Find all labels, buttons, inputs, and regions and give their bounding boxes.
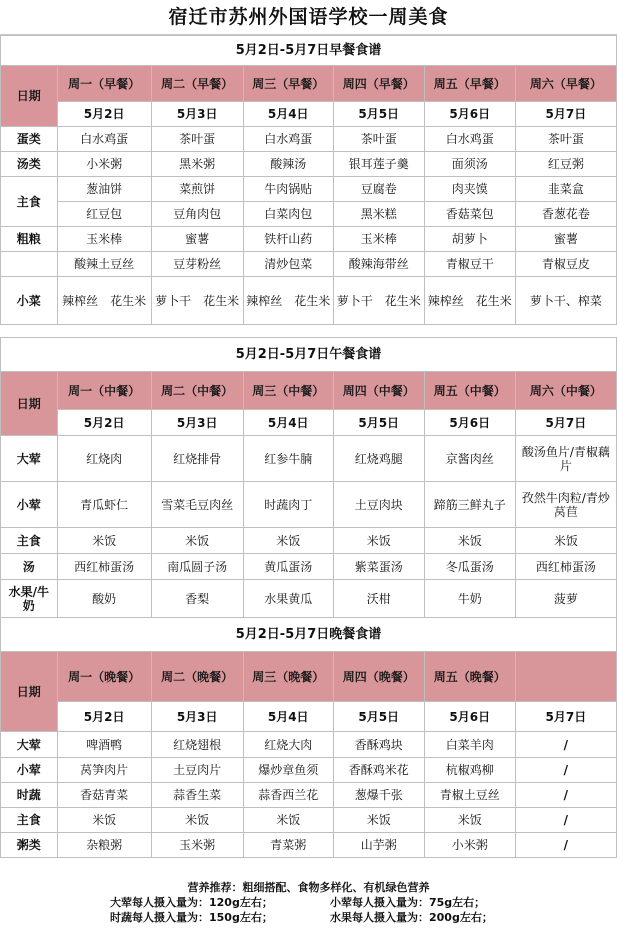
menu-cell: 红豆粥 bbox=[515, 152, 616, 177]
date-cell: 5月4日 bbox=[243, 102, 333, 127]
menu-cell: / bbox=[515, 783, 616, 808]
date-cell: 5月2日 bbox=[57, 102, 151, 127]
date-label: 日期 bbox=[1, 652, 58, 732]
big-meat-intake: 大荤每人摄入量为：120g左右； bbox=[110, 896, 273, 909]
menu-cell: 孜然牛肉粒/青炒莴苣 bbox=[515, 482, 616, 528]
menu-cell: 香梨 bbox=[151, 580, 243, 618]
nutrition-note bbox=[0, 872, 617, 941]
row-label: 大荤 bbox=[1, 732, 58, 758]
menu-cell: 小米粥 bbox=[424, 833, 515, 858]
menu-cell: 杭椒鸡柳 bbox=[424, 758, 515, 783]
day-header: 周五（中餐） bbox=[424, 372, 515, 410]
menu-cell: 爆炒章鱼须 bbox=[243, 758, 333, 783]
menu-cell: 胡萝卜 bbox=[424, 227, 515, 252]
menu-cell: 豆角肉包 bbox=[151, 202, 243, 227]
menu-cell: 啤酒鸭 bbox=[57, 732, 151, 758]
date-cell: 5月3日 bbox=[151, 102, 243, 127]
menu-cell: 菜煎饼 bbox=[151, 177, 243, 202]
dinner-section-title: 5月2日-5月7日晚餐食谱 bbox=[1, 618, 617, 652]
menu-cell: 紫菜蛋汤 bbox=[333, 554, 424, 580]
breakfast-section-title: 5月2日-5月7日早餐食谱 bbox=[1, 36, 617, 66]
menu-cell: 沃柑 bbox=[333, 580, 424, 618]
menu-cell: 土豆肉块 bbox=[333, 482, 424, 528]
date-cell: 5月5日 bbox=[333, 702, 424, 732]
row-label: 小菜 bbox=[1, 277, 58, 325]
menu-cell: 水果黄瓜 bbox=[243, 580, 333, 618]
date-cell: 5月7日 bbox=[515, 702, 616, 732]
menu-cell: 蜜薯 bbox=[515, 227, 616, 252]
menu-cell: 米饭 bbox=[424, 808, 515, 833]
menu-cell: 玉米棒 bbox=[333, 227, 424, 252]
date-cell: 5月7日 bbox=[515, 102, 616, 127]
nutrition-recommendation: 营养推荐：粗细搭配、食物多样化、有机绿色营养 bbox=[187, 881, 430, 894]
menu-cell: 青椒豆皮 bbox=[515, 252, 616, 277]
menu-cell: 白菜肉包 bbox=[243, 202, 333, 227]
dinner-table bbox=[0, 617, 617, 858]
menu-cell: 冬瓜蛋汤 bbox=[424, 554, 515, 580]
menu-cell: 酸奶 bbox=[57, 580, 151, 618]
menu-cell: 红烧大肉 bbox=[243, 732, 333, 758]
row-label: 粗粮 bbox=[1, 227, 58, 252]
day-header: 周三（早餐） bbox=[243, 66, 333, 102]
menu-cell: 香酥鸡米花 bbox=[333, 758, 424, 783]
row-label: 主食 bbox=[1, 808, 58, 833]
menu-cell: 西红柿蛋汤 bbox=[515, 554, 616, 580]
date-label: 日期 bbox=[1, 372, 58, 436]
menu-cell: 红豆包 bbox=[57, 202, 151, 227]
day-header: 周四（晚餐） bbox=[333, 652, 424, 702]
menu-cell: 萝卜干 花生米 bbox=[333, 277, 424, 325]
menu-cell: 玉米粥 bbox=[151, 833, 243, 858]
day-header: 周五（早餐） bbox=[424, 66, 515, 102]
page-title: 宿迁市苏州外国语学校一周美食 bbox=[0, 0, 617, 35]
menu-cell: 酸辣土豆丝 bbox=[57, 252, 151, 277]
menu-cell: 莴笋肉片 bbox=[57, 758, 151, 783]
date-cell: 5月3日 bbox=[151, 410, 243, 436]
date-label: 日期 bbox=[1, 66, 58, 127]
row-label: 主食 bbox=[1, 528, 58, 554]
row-label: 小荤 bbox=[1, 758, 58, 783]
date-cell: 5月6日 bbox=[424, 102, 515, 127]
menu-cell: / bbox=[515, 758, 616, 783]
menu-cell: 白菜羊肉 bbox=[424, 732, 515, 758]
menu-cell: 铁杆山药 bbox=[243, 227, 333, 252]
menu-cell: 雪菜毛豆肉丝 bbox=[151, 482, 243, 528]
menu-cell: 土豆肉片 bbox=[151, 758, 243, 783]
menu-cell: 辣榨丝 花生米 bbox=[243, 277, 333, 325]
menu-cell: 红烧肉 bbox=[57, 436, 151, 482]
menu-cell: 香葱花卷 bbox=[515, 202, 616, 227]
menu-cell: 米饭 bbox=[515, 528, 616, 554]
menu-cell: / bbox=[515, 732, 616, 758]
menu-cell: 米饭 bbox=[57, 528, 151, 554]
menu-cell: / bbox=[515, 808, 616, 833]
menu-cell: 杂粮粥 bbox=[57, 833, 151, 858]
menu-cell: 萝卜干 花生米 bbox=[151, 277, 243, 325]
menu-cell: 蜜薯 bbox=[151, 227, 243, 252]
row-label: 主食 bbox=[1, 177, 58, 227]
menu-cell: 红烧翅根 bbox=[151, 732, 243, 758]
menu-cell: 葱爆千张 bbox=[333, 783, 424, 808]
date-cell: 5月6日 bbox=[424, 410, 515, 436]
menu-cell: 辣榨丝 花生米 bbox=[57, 277, 151, 325]
day-header: 周一（中餐） bbox=[57, 372, 151, 410]
date-cell: 5月7日 bbox=[515, 410, 616, 436]
menu-cell: 酸辣海带丝 bbox=[333, 252, 424, 277]
menu-cell: 牛肉锅贴 bbox=[243, 177, 333, 202]
menu-cell: 南瓜圆子汤 bbox=[151, 554, 243, 580]
menu-cell: 京酱肉丝 bbox=[424, 436, 515, 482]
menu-cell: 清炒包菜 bbox=[243, 252, 333, 277]
date-cell: 5月5日 bbox=[333, 102, 424, 127]
menu-cell: 蒜香生菜 bbox=[151, 783, 243, 808]
date-cell: 5月2日 bbox=[57, 410, 151, 436]
day-header: 周一（晚餐） bbox=[57, 652, 151, 702]
day-header: 周六（中餐） bbox=[515, 372, 616, 410]
row-label: 水果/牛奶 bbox=[1, 580, 58, 618]
date-cell: 5月5日 bbox=[333, 410, 424, 436]
date-cell: 5月3日 bbox=[151, 702, 243, 732]
menu-cell: 葱油饼 bbox=[57, 177, 151, 202]
menu-cell: 黑米粥 bbox=[151, 152, 243, 177]
lunch-table bbox=[0, 337, 617, 618]
menu-cell: 白水鸡蛋 bbox=[424, 127, 515, 152]
day-header: 周一（早餐） bbox=[57, 66, 151, 102]
vegetable-intake: 时蔬每人摄入量为：150g左右； bbox=[110, 911, 273, 924]
menu-cell: 蒜香西兰花 bbox=[243, 783, 333, 808]
row-label: 时蔬 bbox=[1, 783, 58, 808]
row-label bbox=[1, 252, 58, 277]
day-header: 周四（中餐） bbox=[333, 372, 424, 410]
menu-cell: 萝卜干、榨菜 bbox=[515, 277, 616, 325]
row-label: 大荤 bbox=[1, 436, 58, 482]
row-label: 粥类 bbox=[1, 833, 58, 858]
menu-cell: 米饭 bbox=[243, 808, 333, 833]
menu-cell: 肉夹馍 bbox=[424, 177, 515, 202]
menu-cell: 山芋粥 bbox=[333, 833, 424, 858]
day-header: 周六（早餐） bbox=[515, 66, 616, 102]
menu-cell: 米饭 bbox=[151, 528, 243, 554]
menu-cell: 香酥鸡块 bbox=[333, 732, 424, 758]
date-cell: 5月4日 bbox=[243, 410, 333, 436]
day-header: 周二（晚餐） bbox=[151, 652, 243, 702]
menu-cell: 酸汤鱼片/青椒藕片 bbox=[515, 436, 616, 482]
row-label: 汤 bbox=[1, 554, 58, 580]
menu-cell: 茶叶蛋 bbox=[151, 127, 243, 152]
menu-cell: 青椒豆干 bbox=[424, 252, 515, 277]
menu-cell: 米饭 bbox=[424, 528, 515, 554]
menu-cell: 茶叶蛋 bbox=[333, 127, 424, 152]
breakfast-table bbox=[0, 35, 617, 325]
menu-cell: 韭菜盒 bbox=[515, 177, 616, 202]
menu-cell: 菠萝 bbox=[515, 580, 616, 618]
menu-cell: 小米粥 bbox=[57, 152, 151, 177]
menu-cell: 面须汤 bbox=[424, 152, 515, 177]
menu-cell: 香菇青菜 bbox=[57, 783, 151, 808]
day-header bbox=[515, 652, 616, 702]
menu-cell: 时蔬肉丁 bbox=[243, 482, 333, 528]
menu-cell: 黑米糕 bbox=[333, 202, 424, 227]
date-cell: 5月2日 bbox=[57, 702, 151, 732]
menu-cell: 白水鸡蛋 bbox=[243, 127, 333, 152]
menu-cell: 酸辣汤 bbox=[243, 152, 333, 177]
day-header: 周二（早餐） bbox=[151, 66, 243, 102]
menu-cell: / bbox=[515, 833, 616, 858]
menu-cell: 玉米棒 bbox=[57, 227, 151, 252]
lunch-section-title: 5月2日-5月7日午餐食谱 bbox=[1, 338, 617, 372]
menu-cell: 青瓜虾仁 bbox=[57, 482, 151, 528]
day-header: 周四（早餐） bbox=[333, 66, 424, 102]
menu-cell: 银耳莲子羹 bbox=[333, 152, 424, 177]
fruit-intake: 水果每人摄入量为：200g左右； bbox=[330, 911, 493, 924]
menu-cell: 茶叶蛋 bbox=[515, 127, 616, 152]
menu-cell: 青椒土豆丝 bbox=[424, 783, 515, 808]
menu-cell: 西红柿蛋汤 bbox=[57, 554, 151, 580]
row-label: 小荤 bbox=[1, 482, 58, 528]
menu-cell: 豆芽粉丝 bbox=[151, 252, 243, 277]
date-cell: 5月4日 bbox=[243, 702, 333, 732]
day-header: 周三（中餐） bbox=[243, 372, 333, 410]
menu-cell: 白水鸡蛋 bbox=[57, 127, 151, 152]
small-meat-intake: 小荤每人摄入量为：75g左右； bbox=[330, 896, 486, 909]
menu-cell: 米饭 bbox=[243, 528, 333, 554]
menu-cell: 米饭 bbox=[151, 808, 243, 833]
menu-cell: 红参牛腩 bbox=[243, 436, 333, 482]
menu-cell: 黄瓜蛋汤 bbox=[243, 554, 333, 580]
day-header: 周三（晚餐） bbox=[243, 652, 333, 702]
menu-cell: 青菜粥 bbox=[243, 833, 333, 858]
date-cell: 5月6日 bbox=[424, 702, 515, 732]
menu-cell: 米饭 bbox=[333, 528, 424, 554]
day-header: 周五（晚餐） bbox=[424, 652, 515, 702]
menu-cell: 米饭 bbox=[57, 808, 151, 833]
menu-cell: 牛奶 bbox=[424, 580, 515, 618]
menu-cell: 辣榨丝 花生米 bbox=[424, 277, 515, 325]
day-header: 周二（中餐） bbox=[151, 372, 243, 410]
row-label: 蛋类 bbox=[1, 127, 58, 152]
menu-cell: 红烧排骨 bbox=[151, 436, 243, 482]
menu-cell: 豆腐卷 bbox=[333, 177, 424, 202]
menu-cell: 香菇菜包 bbox=[424, 202, 515, 227]
menu-cell: 米饭 bbox=[333, 808, 424, 833]
menu-cell: 蹄筋三鲜丸子 bbox=[424, 482, 515, 528]
menu-cell: 红烧鸡腿 bbox=[333, 436, 424, 482]
row-label: 汤类 bbox=[1, 152, 58, 177]
